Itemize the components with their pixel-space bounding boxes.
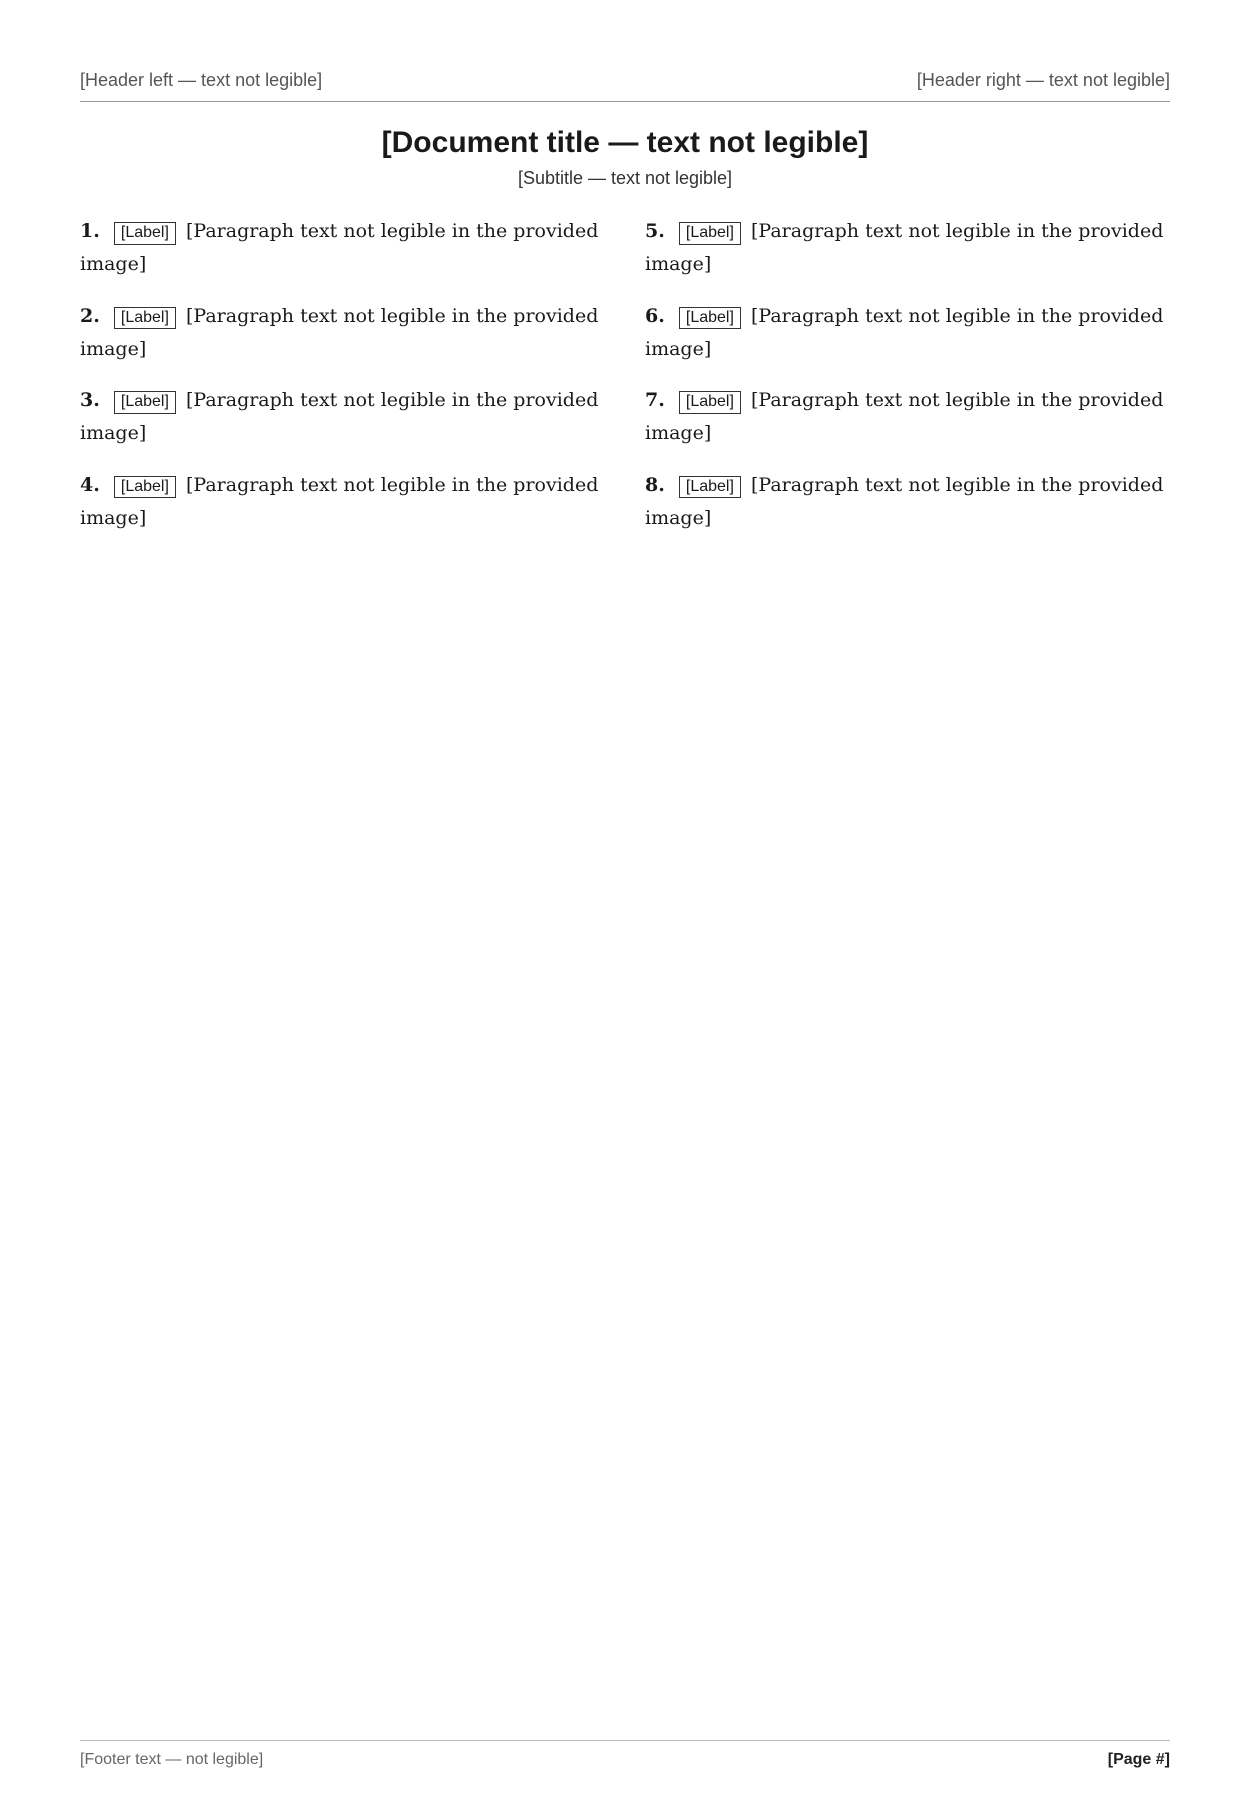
- question-item: [645, 469, 1170, 536]
- answer-label: [Label]: [114, 222, 176, 245]
- question-text: [Paragraph text not legible in the provided image]: [80, 473, 599, 529]
- question-item: [645, 215, 1170, 282]
- question-item: [645, 300, 1170, 367]
- question-item: [645, 384, 1170, 451]
- question-item: [80, 384, 605, 451]
- question-number: 7.: [645, 389, 665, 411]
- answer-label: [Label]: [679, 476, 741, 499]
- header-left: [Header left — text not legible]: [80, 70, 323, 90]
- question-item: [80, 300, 605, 367]
- page-number: [Page #]: [1107, 1751, 1170, 1768]
- question-item: [80, 215, 605, 282]
- page-header: [80, 70, 1170, 102]
- question-text: [Paragraph text not legible in the provided image]: [80, 304, 599, 360]
- question-number: 1.: [80, 220, 100, 242]
- document-subtitle: [Subtitle — text not legible]: [517, 168, 733, 188]
- question-text: [Paragraph text not legible in the provided image]: [80, 389, 599, 445]
- question-number: 3.: [80, 389, 100, 411]
- answer-label: [Label]: [114, 476, 176, 499]
- left-column: [80, 215, 605, 553]
- question-text: [Paragraph text not legible in the provided image]: [645, 389, 1164, 445]
- footer-text: [Footer text — not legible]: [80, 1751, 264, 1768]
- page-footer: [80, 1740, 1170, 1769]
- content-columns: [80, 215, 1170, 553]
- answer-label: [Label]: [679, 222, 741, 245]
- answer-label: [Label]: [679, 307, 741, 330]
- answer-label: [Label]: [679, 391, 741, 414]
- question-item: [80, 469, 605, 536]
- answer-label: [Label]: [114, 307, 176, 330]
- question-text: [Paragraph text not legible in the provided image]: [645, 220, 1164, 276]
- question-number: 4.: [80, 473, 100, 496]
- document-title: [Document title — text not legible]: [381, 126, 869, 159]
- right-column: [645, 215, 1170, 553]
- question-number: 5.: [645, 220, 665, 242]
- question-text: [Paragraph text not legible in the provided image]: [645, 304, 1164, 360]
- answer-label: [Label]: [114, 391, 176, 414]
- header-right: [Header right — text not legible]: [916, 70, 1170, 90]
- question-text: [Paragraph text not legible in the provided image]: [80, 220, 599, 276]
- question-number: 6.: [645, 304, 665, 327]
- question-text: [Paragraph text not legible in the provided image]: [645, 473, 1164, 529]
- question-number: 2.: [80, 304, 100, 327]
- question-number: 8.: [645, 473, 665, 496]
